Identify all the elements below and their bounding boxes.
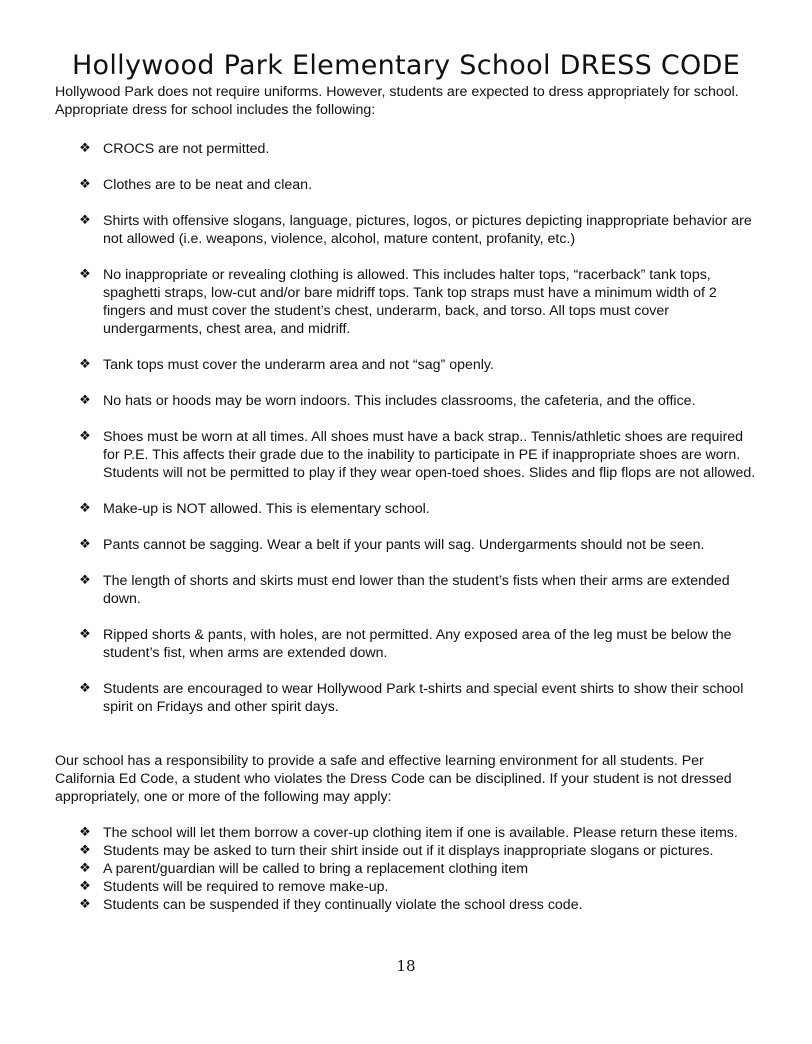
diamond-bullet-icon: ❖ [79, 501, 91, 516]
consequence-item-text: Students can be suspended if they continually violate the school dress code. [103, 897, 583, 913]
rule-item-text: Pants cannot be sagging. Wear a belt if your pants will sag. Undergarments should not be seen. [103, 537, 705, 553]
consequence-item-text: Students will be required to remove make-up. [103, 879, 389, 895]
rule-item [78, 176, 758, 194]
diamond-bullet-icon: ❖ [79, 357, 91, 372]
rule-item-text: Shoes must be worn at all times. All shoes must have a back strap.. Tennis/athletic shoes are required for P.E. This affects their grade due to the inability to participate in PE if inappropriate shoes are worn. Students will not be permitted to play if they wear open-toed shoes. Slides and flip flops are not allowed. [103, 429, 756, 481]
consequences-list [78, 824, 758, 914]
rule-item [78, 212, 758, 248]
diamond-bullet-icon: ❖ [79, 861, 91, 876]
rule-item-text: No hats or hoods may be worn indoors. This includes classrooms, the cafeteria, and the office. [103, 393, 696, 409]
discipline-paragraph: Our school has a responsibility to provide a safe and effective learning environment for all students. Per California Ed Code, a student who violates the Dress Code can be disciplined. If your student is not dressed appropriately, one or more of the following may apply: [55, 753, 732, 805]
consequence-item [78, 842, 758, 860]
rule-item-text: No inappropriate or revealing clothing is allowed. This includes halter tops, “racerback” tank tops, spaghetti straps, low-cut and/or bare midriff tops. Tank top straps must have a minimum width of 2 fingers and must cover the student’s chest, underarm, back, and torso. All tops must cover undergarments, chest area, and midriff. [103, 267, 717, 337]
rule-item-text: The length of shorts and skirts must end lower than the student’s fists when their arms are extended down. [103, 573, 730, 607]
consequence-item-text: A parent/guardian will be called to bring a replacement clothing item [103, 861, 529, 877]
rule-item-text: Shirts with offensive slogans, language, pictures, logos, or pictures depicting inappropriate behavior are not allowed (i.e. weapons, violence, alcohol, mature content, profanity, etc.) [103, 213, 752, 247]
diamond-bullet-icon: ❖ [79, 393, 91, 408]
rule-item-text: Tank tops must cover the underarm area and not “sag” openly. [103, 357, 494, 373]
diamond-bullet-icon: ❖ [79, 573, 91, 588]
rule-item [78, 140, 758, 158]
rule-item [78, 536, 758, 554]
diamond-bullet-icon: ❖ [79, 897, 91, 912]
consequence-item-text: The school will let them borrow a cover-up clothing item if one is available. Please return these items. [103, 825, 738, 841]
diamond-bullet-icon: ❖ [79, 879, 91, 894]
rule-item [78, 428, 758, 482]
diamond-bullet-icon: ❖ [79, 429, 91, 444]
rule-item-text: Clothes are to be neat and clean. [103, 177, 313, 193]
consequence-item [78, 896, 758, 914]
rule-item [78, 572, 758, 608]
consequence-item [78, 860, 758, 878]
rule-item [78, 356, 758, 374]
consequence-item [78, 824, 758, 842]
intro-paragraph: Hollywood Park does not require uniforms. However, students are expected to dress appropriately for school. Appropriate dress for school includes the following: [55, 84, 739, 118]
rule-item-text: CROCS are not permitted. [103, 141, 270, 157]
diamond-bullet-icon: ❖ [79, 267, 91, 282]
consequence-item-text: Students may be asked to turn their shirt inside out if it displays inappropriate slogans or pictures. [103, 843, 714, 859]
page-title: Hollywood Park Elementary School DRESS CODE [71, 50, 741, 81]
rule-item-text: Students are encouraged to wear Hollywood Park t-shirts and special event shirts to show their school spirit on Fridays and other spirit days. [103, 681, 744, 715]
rule-item [78, 680, 758, 716]
rule-item [78, 392, 758, 410]
diamond-bullet-icon: ❖ [79, 177, 91, 192]
diamond-bullet-icon: ❖ [79, 681, 91, 696]
dress-code-rules-list [78, 140, 758, 716]
rule-item [78, 266, 758, 338]
diamond-bullet-icon: ❖ [79, 141, 91, 156]
diamond-bullet-icon: ❖ [79, 213, 91, 228]
consequence-item [78, 878, 758, 896]
page-number: 18 [396, 957, 416, 975]
diamond-bullet-icon: ❖ [79, 537, 91, 552]
diamond-bullet-icon: ❖ [79, 627, 91, 642]
rule-item-text: Make-up is NOT allowed. This is elementary school. [103, 501, 430, 517]
diamond-bullet-icon: ❖ [79, 825, 91, 840]
diamond-bullet-icon: ❖ [79, 843, 91, 858]
rule-item [78, 626, 758, 662]
rule-item [78, 500, 758, 518]
rule-item-text: Ripped shorts & pants, with holes, are not permitted. Any exposed area of the leg must be below the student’s fist, when arms are extended down. [103, 627, 732, 661]
